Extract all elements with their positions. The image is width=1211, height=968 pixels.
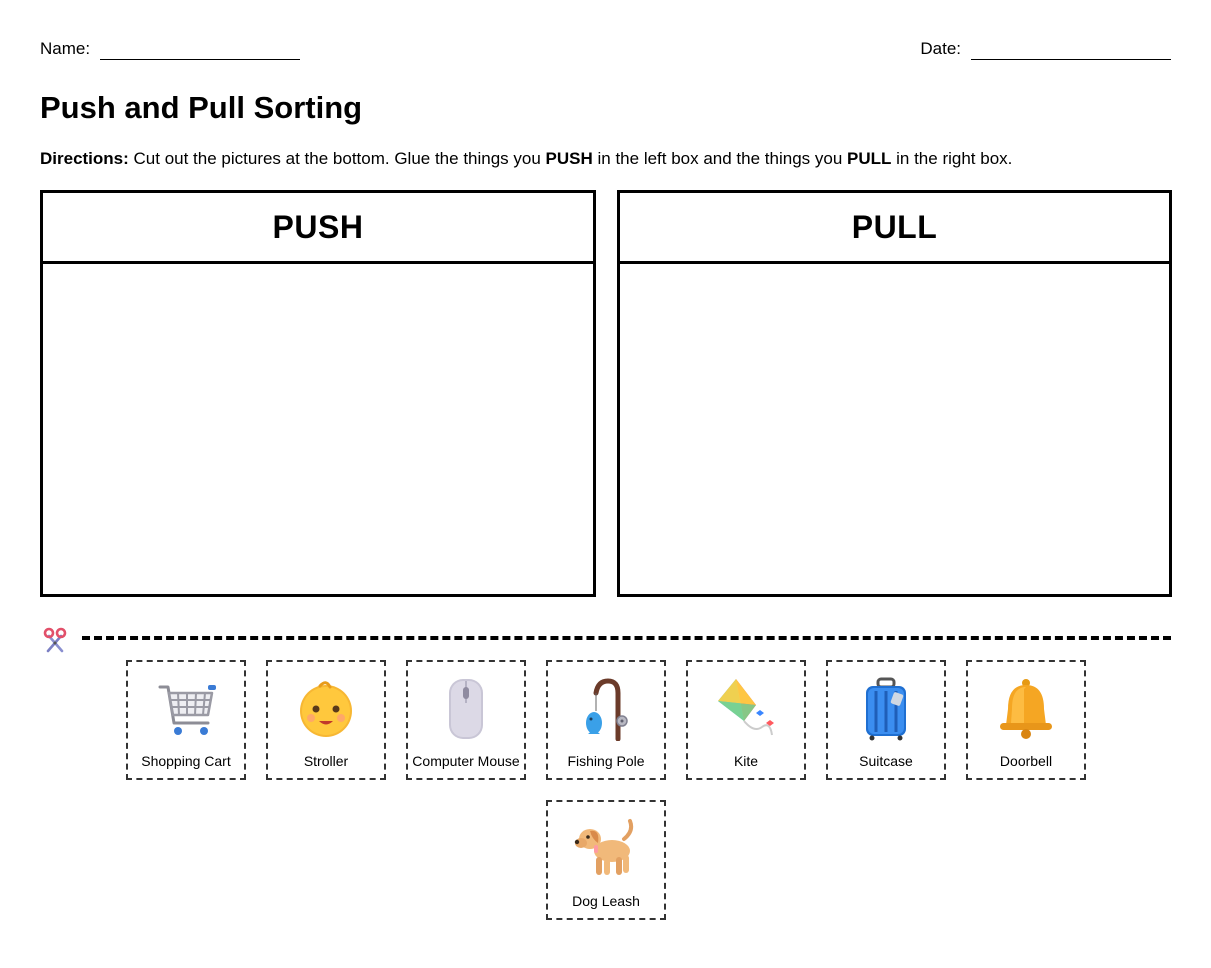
pull-drop-area[interactable] — [620, 264, 1169, 594]
cut-line — [40, 626, 1171, 650]
dog-icon — [574, 817, 638, 881]
date-blank-line[interactable] — [971, 43, 1171, 60]
card-label: Suitcase — [859, 753, 913, 769]
name-blank-line[interactable] — [100, 43, 300, 60]
card-shopping-cart[interactable] — [126, 660, 246, 780]
directions-text — [40, 148, 1012, 170]
date-field — [920, 38, 1171, 60]
push-box — [40, 190, 596, 597]
card-label: Stroller — [303, 753, 349, 769]
kite-icon — [714, 677, 778, 741]
bell-icon — [994, 677, 1058, 741]
card-label: Computer Mouse — [412, 753, 520, 769]
date-label: Date: — [920, 39, 961, 58]
card-label: Kite — [733, 753, 759, 769]
directions-part2: in the left box and the things you — [592, 149, 848, 168]
pull-box — [617, 190, 1172, 597]
shopping-cart-icon — [154, 677, 218, 741]
pull-box-header: PULL — [620, 193, 1169, 264]
name-field — [40, 38, 300, 60]
card-label: Fishing Pole — [567, 753, 645, 769]
card-doorbell[interactable] — [966, 660, 1086, 780]
name-label: Name: — [40, 39, 91, 58]
directions-lead: Directions: — [40, 149, 129, 168]
card-fishing-pole[interactable] — [546, 660, 666, 780]
suitcase-icon — [854, 677, 918, 741]
card-dog-leash[interactable] — [546, 800, 666, 920]
cut-dashed-line — [82, 636, 1171, 640]
card-stroller[interactable] — [266, 660, 386, 780]
directions-part1: Cut out the pictures at the bottom. Glue the things you — [128, 149, 546, 168]
directions-part3: in the right box. — [891, 149, 1013, 168]
card-label: Shopping Cart — [141, 753, 231, 769]
card-label: Dog Leash — [572, 893, 640, 909]
scissors-icon — [42, 627, 68, 653]
page-title: Push and Pull Sorting — [40, 90, 363, 125]
baby-face-icon — [294, 677, 358, 741]
card-suitcase[interactable] — [826, 660, 946, 780]
card-computer-mouse[interactable] — [406, 660, 526, 780]
push-box-header: PUSH — [43, 193, 593, 264]
computer-mouse-icon — [434, 677, 498, 741]
directions-push-word: PUSH — [545, 149, 593, 168]
worksheet-page — [40, 0, 1171, 968]
fishing-pole-icon — [574, 677, 638, 741]
push-drop-area[interactable] — [43, 264, 593, 594]
card-kite[interactable] — [686, 660, 806, 780]
cutout-cards — [112, 660, 1100, 920]
header-row — [40, 38, 1171, 60]
directions-pull-word: PULL — [847, 149, 892, 168]
card-label: Doorbell — [999, 753, 1053, 769]
